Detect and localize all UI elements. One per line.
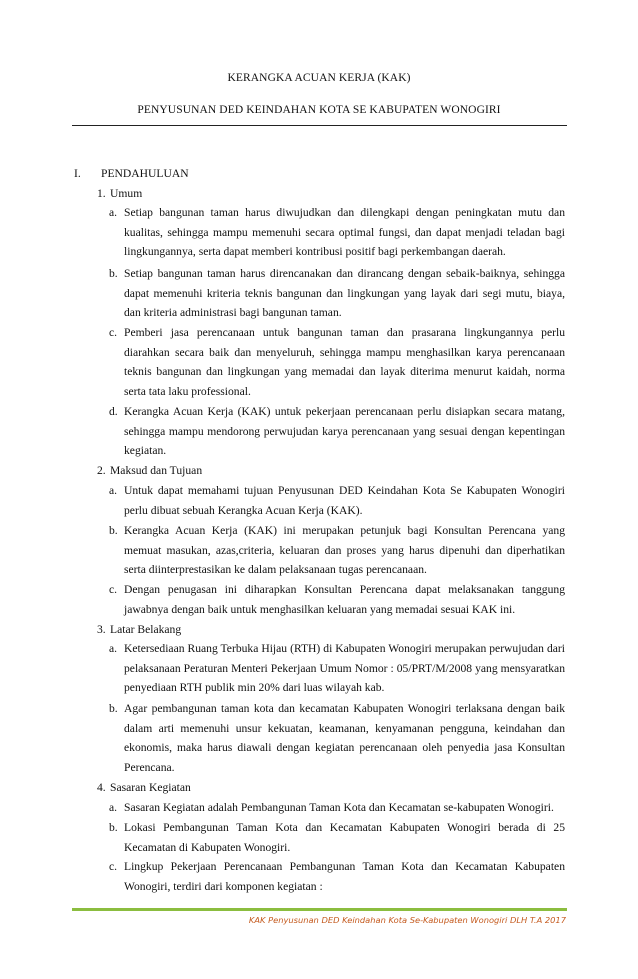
item-letter: b. — [109, 821, 118, 834]
subsection-title: Latar Belakang — [110, 623, 182, 636]
list-item — [109, 521, 565, 580]
item-text: Pemberi jasa perencanaan untuk bangunan taman dan prasarana lingkungannya perlu diarahkan secara baik dan menyeluruh, sehingga mampu menghasilkan karya perencanaan teknis bangunan dan lingkungan yang memadai dan layak diterima menurut kaidah, norma serta tata laku professional. — [124, 326, 565, 399]
section-number: I. — [74, 167, 81, 180]
item-letter: b. — [109, 524, 118, 537]
document-subtitle: PENYUSUNAN DED KEINDAHAN KOTA SE KABUPATEN WONOGIRI — [137, 104, 501, 116]
item-letter: c. — [109, 326, 118, 339]
list-item — [109, 639, 565, 698]
list-item — [109, 699, 565, 778]
item-letter: b. — [109, 702, 118, 715]
subsection-number: 1. — [97, 187, 106, 200]
item-letter: a. — [109, 801, 118, 814]
subsection-title: Umum — [110, 187, 143, 200]
subsection-number: 2. — [97, 464, 106, 477]
item-letter: a. — [109, 484, 118, 497]
item-text: Ketersediaan Ruang Terbuka Hijau (RTH) di Kabupaten Wonogiri merupakan perwujudan dari pelaksanaan Peraturan Menteri Pekerjaan Umum Nomor : 05/PRT/M/2008 yang mensyaratkan penyediaan RTH publik min 20% dari luas wilayah kab. — [124, 642, 565, 695]
item-letter: c. — [109, 860, 118, 873]
item-letter: b. — [109, 267, 118, 280]
document-title: KERANGKA ACUAN KERJA (KAK) — [227, 72, 411, 84]
list-item — [109, 798, 565, 818]
list-item — [109, 402, 565, 461]
section-title: PENDAHULUAN — [101, 167, 189, 180]
item-letter: a. — [109, 206, 118, 219]
page-footer: KAK Penyusunan DED Keindahan Kota Se-Kabupaten Wonogiri DLH T.A 2017 — [248, 915, 566, 925]
list-item — [109, 323, 565, 402]
footer-divider — [72, 908, 567, 911]
subsection-title: Sasaran Kegiatan — [110, 781, 191, 794]
item-text: Dengan penugasan ini diharapkan Konsultan Perencana dapat melaksanakan tanggung jawabnya dengan baik untuk menghasilkan keluaran yang memadai sesuai KAK ini. — [124, 583, 565, 616]
header-divider — [72, 125, 567, 126]
item-text: Kerangka Acuan Kerja (KAK) untuk pekerjaan perencanaan perlu disiapkan secara matang, sehingga mampu mendorong perwujudan karya perencanaan yang sesuai dengan kepentingan kegiatan. — [124, 405, 565, 458]
item-text: Setiap bangunan taman harus direncanakan dan dirancang dengan sebaik-baiknya, sehingga dapat memenuhi kriteria teknis bangunan dan lingkungan yang layak dari segi mutu, biaya, dan kriteria administrasi bagi bangunan taman. — [124, 267, 565, 320]
subsection-number: 4. — [97, 781, 106, 794]
list-item — [109, 481, 565, 520]
item-text: Setiap bangunan taman harus diwujudkan dan dilengkapi dengan peningkatan mutu dan kualitas, sehingga mampu memenuhi secara optimal fungsi, dan dapat menjadi teladan bagi lingkungannya, serta dapat memberi kontribusi positif bagi perkembangan daerah. — [124, 206, 565, 259]
item-text: Agar pembangunan taman kota dan kecamatan Kabupaten Wonogiri terlaksana dengan baik dalam arti memenuhi unsur kekuatan, keamanan, kenyamanan pengguna, keindahan dan ekonomis, maka harus diawali dengan kegiatan perencanaan oleh penyedia jasa Konsultan Perencana. — [124, 702, 565, 775]
list-item — [109, 264, 565, 323]
item-text: Sasaran Kegiatan adalah Pembangunan Taman Kota dan Kecamatan se-kabupaten Wonogiri. — [124, 801, 554, 814]
list-item — [109, 580, 565, 619]
item-text: Lokasi Pembangunan Taman Kota dan Kecamatan Kabupaten Wonogiri berada di 25 Kecamatan di Kabupaten Wonogiri. — [124, 821, 565, 854]
subsection-title: Maksud dan Tujuan — [110, 464, 203, 477]
subsection-number: 3. — [97, 623, 106, 636]
item-text: Untuk dapat memahami tujuan Penyusunan DED Keindahan Kota Se Kabupaten Wonogiri perlu dibuat sebuah Kerangka Acuan Kerja (KAK). — [124, 484, 565, 517]
item-letter: c. — [109, 583, 118, 596]
list-item — [109, 818, 565, 857]
item-letter: d. — [109, 405, 118, 418]
item-letter: a. — [109, 642, 118, 655]
item-text: Lingkup Pekerjaan Perencanaan Pembangunan Taman Kota dan Kecamatan Kabupaten Wonogiri, terdiri dari komponen kegiatan : — [124, 860, 565, 893]
item-text: Kerangka Acuan Kerja (KAK) ini merupakan petunjuk bagi Konsultan Perencana yang memuat masukan, azas,criteria, keluaran dan proses yang harus dipenuhi dan diperhatikan serta diinterprestasikan ke dalam pelaksanaan tugas perencanaan. — [124, 524, 565, 577]
list-item — [109, 203, 565, 262]
list-item — [109, 857, 565, 896]
